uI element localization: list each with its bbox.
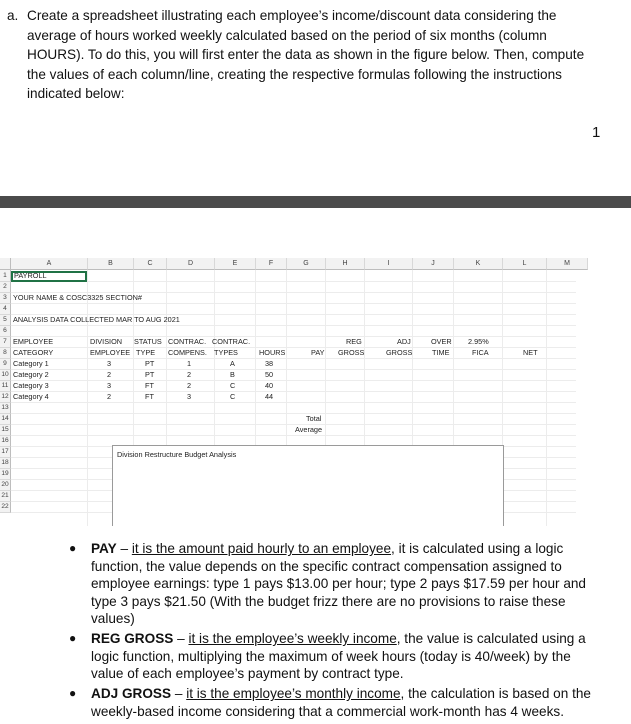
column-header-f[interactable]: F: [256, 258, 287, 270]
row-header[interactable]: 8: [0, 348, 11, 359]
cell-d12[interactable]: 3: [187, 392, 192, 401]
term: PAY: [91, 541, 117, 556]
cell-b12[interactable]: 2: [107, 392, 112, 401]
cell-d8[interactable]: COMPENS.: [168, 348, 207, 357]
bullet-dot-icon: ●: [69, 631, 77, 645]
column-header-k[interactable]: K: [454, 258, 503, 270]
row-header[interactable]: 3: [0, 293, 11, 304]
cell-i8[interactable]: GROSS: [386, 348, 413, 357]
definition: it is the amount paid hourly to an employee: [131, 541, 392, 556]
text-box-shape[interactable]: [112, 445, 504, 526]
row-header[interactable]: 15: [0, 425, 11, 436]
cell-b10[interactable]: 2: [107, 370, 112, 379]
cell-g15-average[interactable]: Average: [295, 425, 323, 434]
cell-e11[interactable]: C: [230, 381, 236, 390]
cell-f12[interactable]: 44: [265, 392, 274, 401]
cell-b11[interactable]: 3: [107, 381, 112, 390]
column-header-e[interactable]: E: [215, 258, 256, 270]
cell-b7[interactable]: DIVISION: [90, 337, 123, 346]
column-header-j[interactable]: J: [413, 258, 454, 270]
cell-d7[interactable]: CONTRAC.: [168, 337, 207, 346]
row-header[interactable]: 12: [0, 392, 11, 403]
column-header-i[interactable]: I: [365, 258, 413, 270]
row-header[interactable]: 19: [0, 469, 11, 480]
cell-c12[interactable]: FT: [145, 392, 154, 401]
cell-e7[interactable]: CONTRAC.: [212, 337, 251, 346]
row-header[interactable]: 21: [0, 491, 11, 502]
definition: it is the employee’s monthly income: [186, 686, 401, 701]
cell-a7[interactable]: EMPLOYEE: [13, 337, 54, 346]
cell-a1[interactable]: PAYROLL: [14, 271, 47, 280]
cell-a9[interactable]: Category 1: [13, 359, 49, 368]
cell-e12[interactable]: C: [230, 392, 236, 401]
cell-k8[interactable]: FICA: [472, 348, 489, 357]
row-header[interactable]: 5: [0, 315, 11, 326]
cell-d9[interactable]: 1: [187, 359, 192, 368]
column-header-h[interactable]: H: [326, 258, 365, 270]
cell-e9[interactable]: A: [230, 359, 235, 368]
cell-c10[interactable]: PT: [145, 370, 155, 379]
cell-a12[interactable]: Category 4: [13, 392, 49, 401]
cell-f8[interactable]: HOURS: [259, 348, 286, 357]
row-header[interactable]: 13: [0, 403, 11, 414]
cell-b8[interactable]: EMPLOYEE: [90, 348, 131, 357]
cell-g8[interactable]: PAY: [311, 348, 325, 357]
cell-e10[interactable]: B: [230, 370, 235, 379]
select-all-corner[interactable]: [0, 258, 11, 270]
page-number: 1: [592, 124, 601, 141]
cell-h8[interactable]: GROSS: [338, 348, 365, 357]
cell-a3[interactable]: YOUR NAME & COSC3325 SECTION#: [13, 293, 142, 302]
cell-i7[interactable]: ADJ: [397, 337, 411, 346]
cell-a11[interactable]: Category 3: [13, 381, 49, 390]
row-header[interactable]: 16: [0, 436, 11, 447]
cell-l8[interactable]: NET: [523, 348, 538, 357]
cell-f11[interactable]: 40: [265, 381, 274, 390]
column-header-l[interactable]: L: [503, 258, 547, 270]
cell-d11[interactable]: 2: [187, 381, 192, 390]
cell-c7[interactable]: STATUS: [134, 337, 162, 346]
cell-k7[interactable]: 2.95%: [468, 337, 489, 346]
spreadsheet-figure: [0, 258, 631, 526]
row-header[interactable]: 4: [0, 304, 11, 315]
text-box-label: Division Restructure Budget Analysis: [117, 450, 237, 459]
row-header[interactable]: 9: [0, 359, 11, 370]
row-header[interactable]: 1: [0, 270, 11, 282]
column-header-g[interactable]: G: [287, 258, 326, 270]
row-header[interactable]: 14: [0, 414, 11, 425]
cell-a8[interactable]: CATEGORY: [13, 348, 54, 357]
term: ADJ GROSS: [91, 686, 172, 701]
bullet-dot-icon: ●: [69, 541, 77, 555]
section-divider: [0, 196, 631, 208]
cell-c8[interactable]: TYPE: [136, 348, 156, 357]
cell-c11[interactable]: FT: [145, 381, 154, 390]
column-header-d[interactable]: D: [167, 258, 215, 270]
row-header[interactable]: 17: [0, 447, 11, 458]
row-header[interactable]: 10: [0, 370, 11, 381]
cell-j7[interactable]: OVER: [431, 337, 452, 346]
row-header[interactable]: 2: [0, 282, 11, 293]
row-header[interactable]: 6: [0, 326, 11, 337]
cell-b9[interactable]: 3: [107, 359, 112, 368]
cell-a5[interactable]: ANALYSIS DATA COLLECTED MAR TO AUG 2021: [13, 315, 180, 324]
column-header-a[interactable]: A: [11, 258, 88, 270]
cell-g14-total[interactable]: Total: [306, 414, 322, 423]
cell-c9[interactable]: PT: [145, 359, 155, 368]
row-header[interactable]: 18: [0, 458, 11, 469]
cell-h7[interactable]: REG: [346, 337, 362, 346]
row-header[interactable]: 22: [0, 502, 11, 513]
bullet-dot-icon: ●: [69, 686, 77, 700]
row-header[interactable]: 20: [0, 480, 11, 491]
instruction-text: Create a spreadsheet illustrating each employee’s income/discount data considering the average of hours worked weekly calculated based on the period of six months (column HOURS). To do this, you will first enter the data as shown in the figure below. Then, compute the values of each column/line, creating the respective formulas following the instructions indicated below:: [27, 8, 585, 102]
row-header[interactable]: 7: [0, 337, 11, 348]
cell-d10[interactable]: 2: [187, 370, 192, 379]
column-header-b[interactable]: B: [88, 258, 134, 270]
cell-f10[interactable]: 50: [265, 370, 274, 379]
term: REG GROSS: [91, 631, 174, 646]
row-header[interactable]: 11: [0, 381, 11, 392]
column-header-c[interactable]: C: [134, 258, 167, 270]
cell-f9[interactable]: 38: [265, 359, 274, 368]
cell-e8[interactable]: TYPES: [214, 348, 238, 357]
list-marker: a.: [7, 8, 19, 23]
cell-j8[interactable]: TIME: [432, 348, 450, 357]
column-header-m[interactable]: M: [547, 258, 588, 270]
definition: it is the employee’s weekly income: [188, 631, 397, 646]
cell-a10[interactable]: Category 2: [13, 370, 49, 379]
